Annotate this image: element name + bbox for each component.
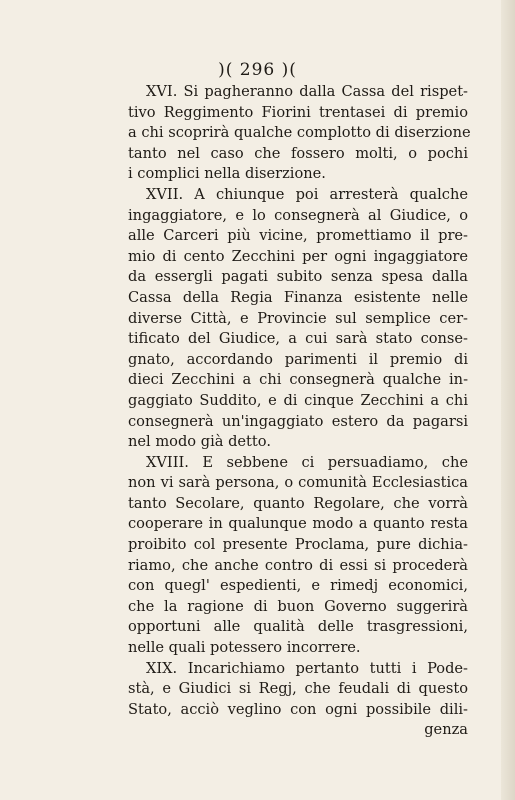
text-line: XVII. A chiunque poi arresterà qualche [146,185,468,203]
text-line: i complici nella diserzione. [128,165,326,183]
text-line: nel modo già detto. [128,433,271,451]
text-line: a chi scoprirà qualche complotto di diserzione [128,124,471,142]
text-line: tificato del Giudice, a cui sarà stato conse- [128,330,468,348]
text-line: dieci Zecchini a chi consegnerà qualche in- [128,371,468,389]
text-line: ingaggiatore, e lo consegnerà al Giudice, o [128,206,468,224]
text-line: Stato, acciò veglino con ogni possibile dili- [128,700,468,718]
page-number: )( 296 )( [218,60,297,80]
text-line: non vi sarà persona, o comunità Ecclesiastica [128,474,468,492]
text-line: XVIII. E sebbene ci persuadiamo, che [146,453,468,471]
text-line: cooperare in qualunque modo a quanto resta [128,515,468,533]
text-line: stà, e Giudici si Regj, che feudali di questo [128,680,468,698]
text-line: tivo Reggimento Fiorini trentasei di premio [128,103,468,121]
text-line: mio di cento Zecchini per ogni ingaggiatore [128,247,468,265]
text-line: alle Carceri più vicine, promettiamo il pre- [128,227,468,245]
text-line: Cassa della Regia Finanza esistente nelle [128,288,468,306]
text-line: tanto nel caso che fossero molti, o pochi [128,144,468,162]
text-line: opportuni alle qualità delle trasgressioni, [128,618,468,636]
body-text [128,82,471,741]
text-line: XIX. Incarichiamo pertanto tutti i Pode- [146,659,468,677]
page-edge [501,0,515,800]
text-line: proibito col presente Proclama, pure dichia- [128,536,468,554]
text-line: gnato, accordando parimenti il premio di [128,350,468,368]
text-line: da essergli pagati subito senza spesa dalla [128,268,468,286]
text-line: tanto Secolare, quanto Regolare, che vorrà [128,494,468,512]
text-line: con quegl' espedienti, e rimedj economici, [128,577,468,595]
text-line: gaggiato Suddito, e di cinque Zecchini a chi [128,391,468,409]
text-line: diverse Città, e Provincie sul semplice cer- [128,309,468,327]
text-line: XVI. Si pagheranno dalla Cassa del rispet- [146,83,468,100]
text-line: consegnerà un'ingaggiato estero da pagarsi [128,412,468,430]
text-line: nelle quali potessero incorrere. [128,639,361,657]
text-line: genza [424,721,468,739]
text-line: che la ragione di buon Governo suggerirà [128,597,468,615]
text-line: riamo, che anche contro di essi si procederà [128,556,468,574]
